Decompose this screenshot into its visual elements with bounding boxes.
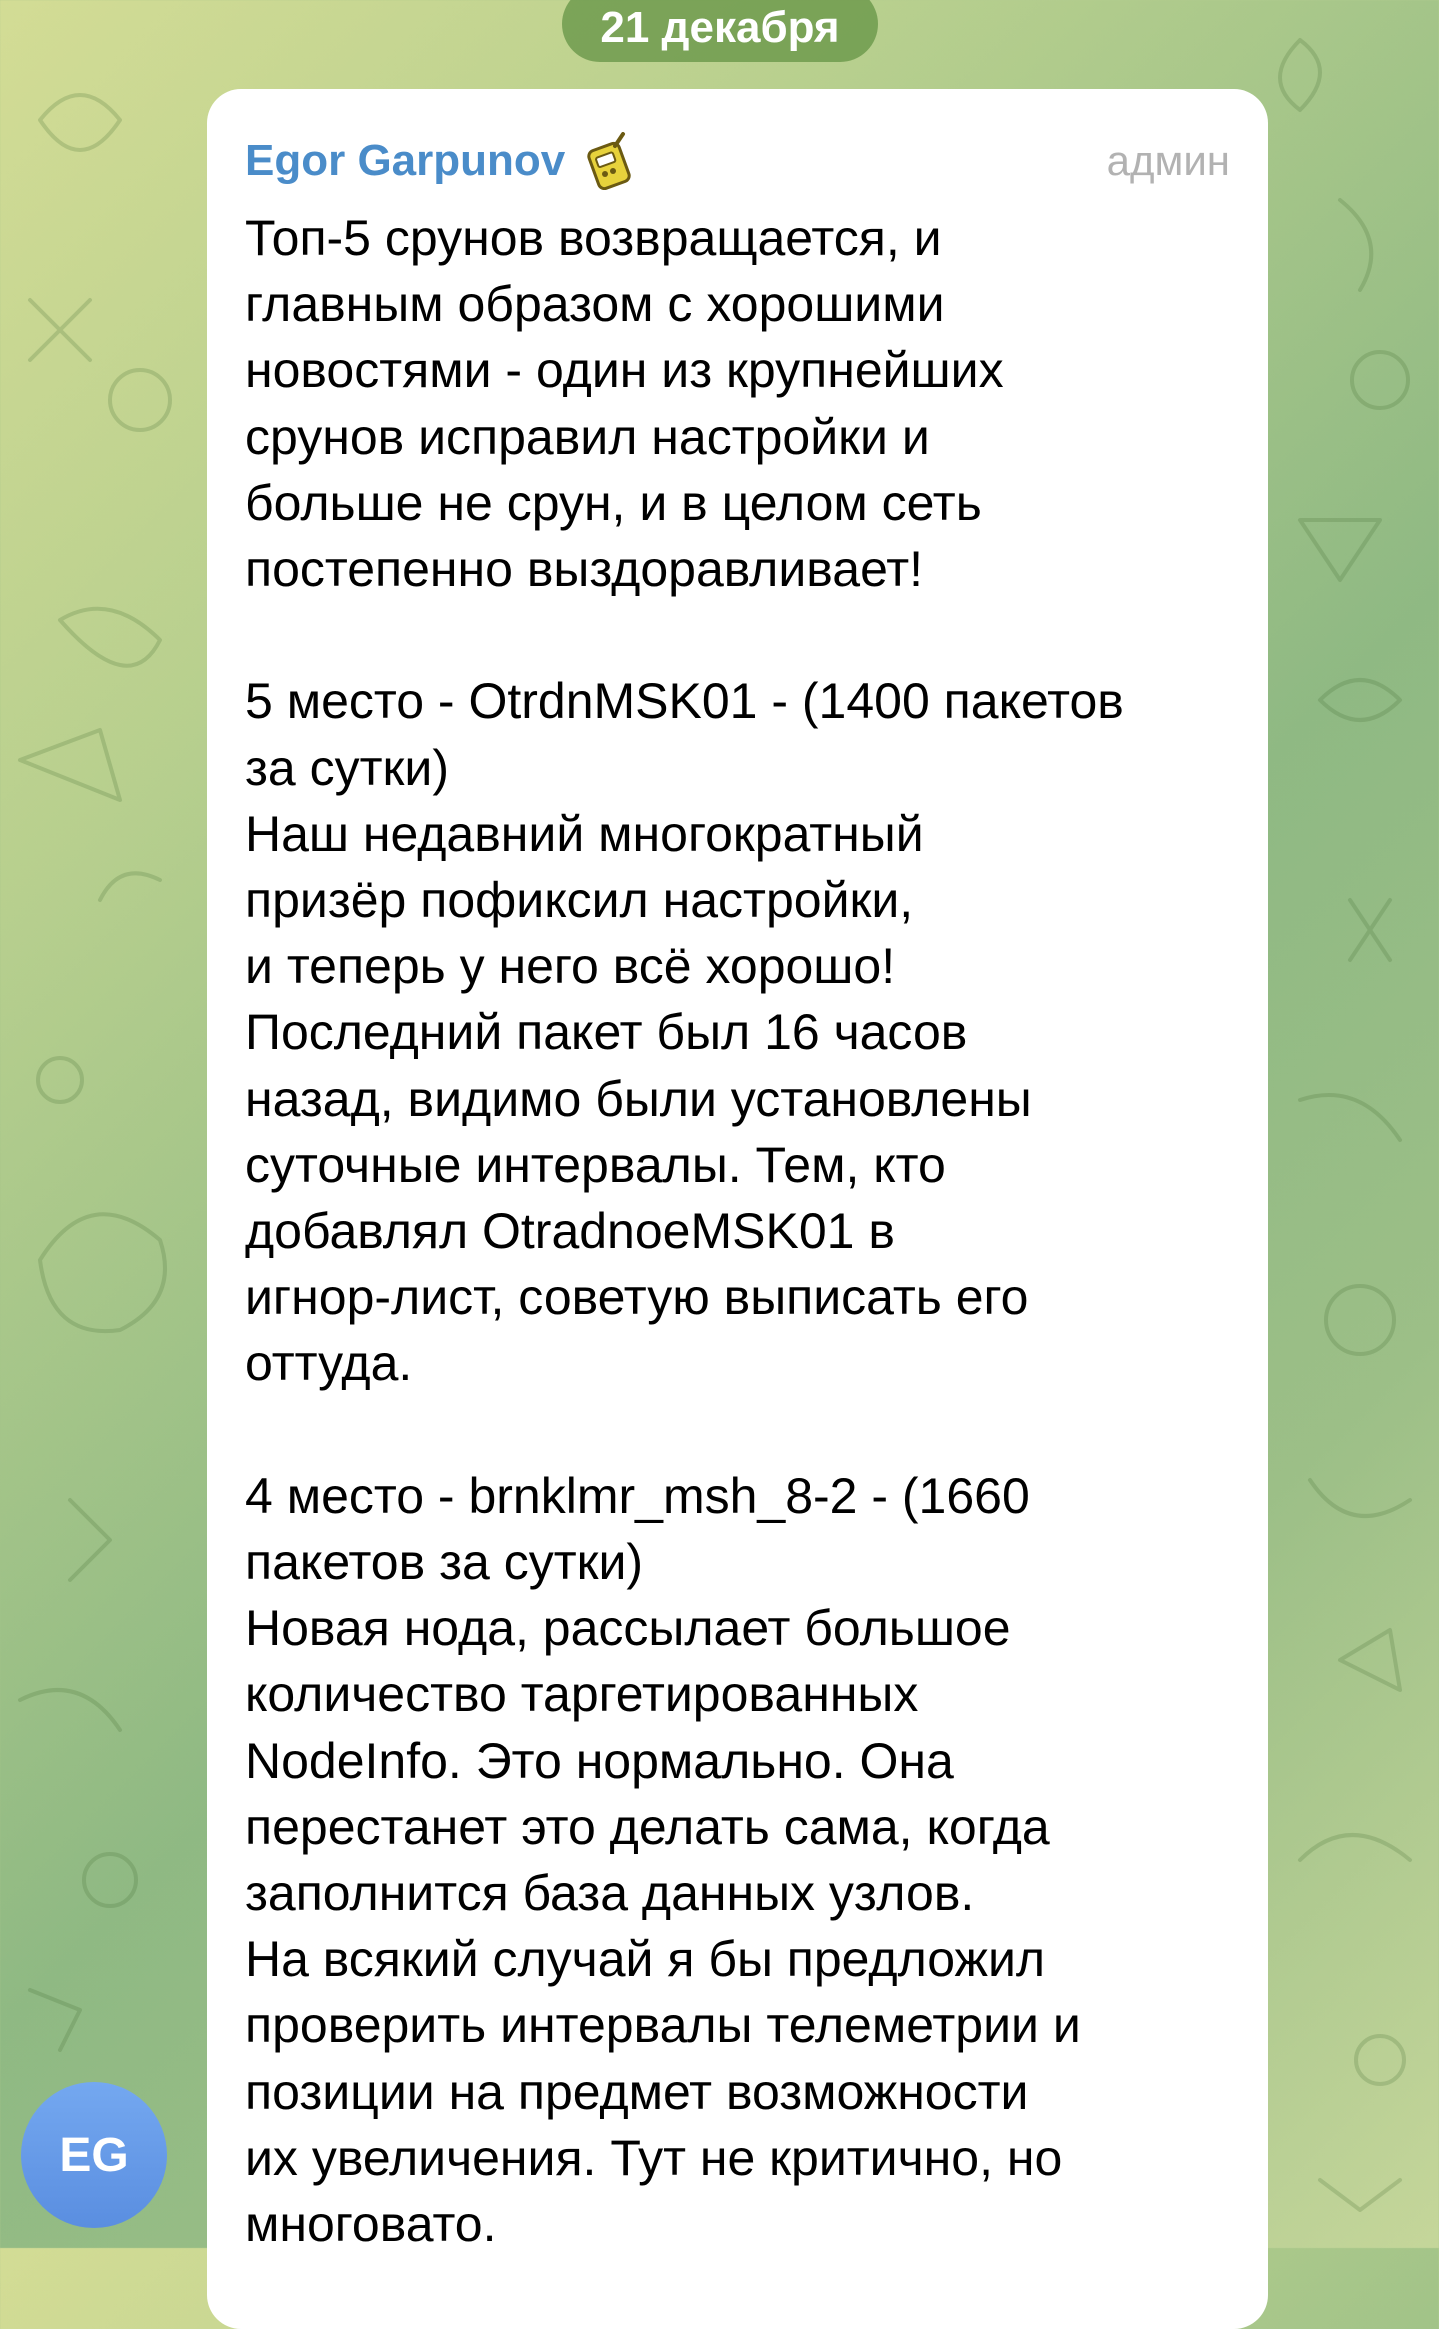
walkie-talkie-icon xyxy=(579,132,637,190)
message-line: позиции на предмет возможности xyxy=(245,2063,1029,2120)
message-line: срунов исправил настройки и xyxy=(245,408,930,465)
admin-badge: админ xyxy=(1106,137,1230,184)
sender-name[interactable]: Egor Garpunov xyxy=(245,136,566,185)
message-line: больше не срун, и в целом сеть xyxy=(245,474,982,531)
message-line: заполнится база данных узлов. xyxy=(245,1865,975,1922)
message-line: Последний пакет был 16 часов xyxy=(245,1004,968,1061)
message-line: их увеличения. Тут не критично, но xyxy=(245,2129,1063,2186)
message-line: главным образом с хорошими xyxy=(245,276,945,333)
message-line: На всякий случай я бы предложил xyxy=(245,1931,1046,1988)
message-line: постепенно выздоравливает! xyxy=(245,541,924,598)
message-line: Наш недавний многократный xyxy=(245,805,924,862)
message-line: многовато. xyxy=(245,2196,497,2253)
message-line xyxy=(245,1397,1230,1463)
message-line xyxy=(245,602,1230,668)
message-line: и теперь у него всё хорошо! xyxy=(245,938,896,995)
message-text xyxy=(245,205,1230,2257)
message-line: игнор-лист, советую выписать его xyxy=(245,1269,1029,1326)
message-line: количество таргетированных xyxy=(245,1666,919,1723)
message-line: оттуда. xyxy=(245,1335,413,1392)
message-line: призёр пофиксил настройки, xyxy=(245,872,914,929)
date-separator: 21 декабря xyxy=(562,0,878,62)
message-line: пакетов за сутки) xyxy=(245,1534,644,1591)
message-bubble[interactable] xyxy=(207,89,1268,2329)
message-line: 4 место - brnklmr_msh_8-2 - (1660 xyxy=(245,1467,1030,1524)
message-line: новостями - один из крупнейших xyxy=(245,342,1004,399)
avatar[interactable]: EG xyxy=(21,2082,167,2228)
message-line: суточные интервалы. Тем, кто xyxy=(245,1136,946,1193)
message-line: за сутки) xyxy=(245,739,449,796)
message-line: Новая нода, рассылает большое xyxy=(245,1600,1011,1657)
message-line: проверить интервалы телеметрии и xyxy=(245,1997,1081,2054)
message-line: перестанет это делать сама, когда xyxy=(245,1798,1050,1855)
message-line: 5 место - OtrdnMSK01 - (1400 пакетов xyxy=(245,673,1124,730)
message-line: добавлял OtradnoeMSK01 в xyxy=(245,1203,895,1260)
message-line: Топ-5 срунов возвращается, и xyxy=(245,210,942,266)
message-line: NodeInfo. Это нормально. Она xyxy=(245,1732,954,1789)
message-header xyxy=(245,119,1230,203)
message-line: назад, видимо были установлены xyxy=(245,1070,1032,1127)
